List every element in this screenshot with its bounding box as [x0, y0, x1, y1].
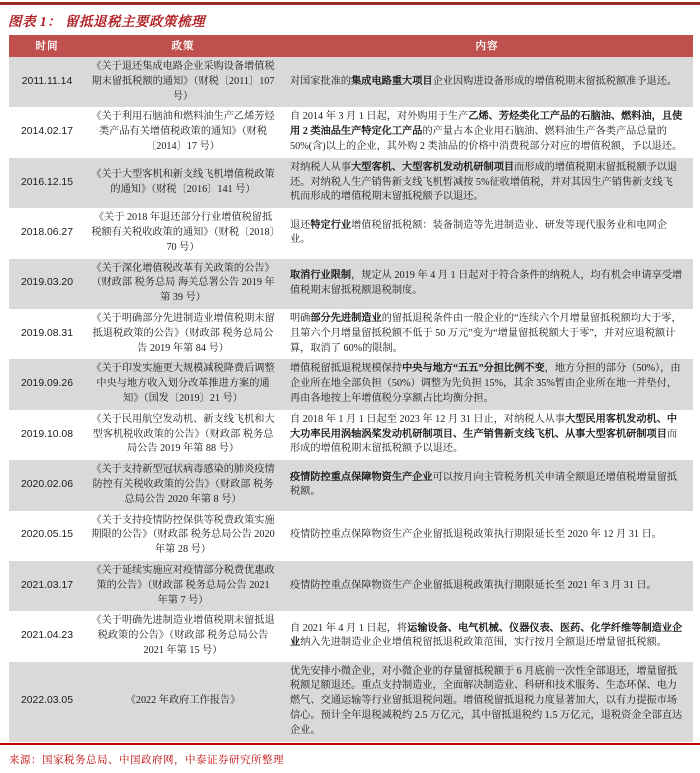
table-row	[9, 158, 693, 208]
source-note: 来源：国家税务总局、中国政府网，中泰证券研究所整理	[9, 754, 284, 766]
policy-title: 《关于支持新型冠状病毒感染的肺炎疫情防控有关税收政策的公告》（财政部 税务总局公告 2020 年第 8 号）	[91, 464, 275, 505]
policy-title: 《关于退还集成电路企业采购设备增值税期末留抵税额的通知》（财税〔2011〕107 号）	[91, 61, 275, 102]
content-text: 增值税留抵税额：装备制造等先进制造业、研发等现代服务业和电网企业。	[290, 219, 667, 246]
table-row	[9, 460, 693, 510]
content-text: 疫情防控重点保障物资生产企业留抵退税政策执行期限延长至 2021 年 3 月 31 日。	[290, 579, 657, 591]
content-text: 自 2021 年 4 月 1 日起，将	[290, 622, 408, 634]
policy-date: 2019.09.26	[20, 378, 73, 390]
policy-date: 2020.05.15	[20, 529, 73, 541]
content-emphasis: 疫情防控重点保障物资生产企业	[290, 471, 433, 483]
content-text: 而形成的增值税期末留抵税额予以退还。	[290, 428, 678, 455]
content-text: 纳入先进制造业企业增值税留抵退税政策范围，实行按月全额退还增量留抵税额。	[300, 637, 667, 649]
policy-title: 《关于支持疫情防控保供等税费政策实施期限的公告》（财政部 税务总局公告 2020 年第 28 号）	[91, 514, 275, 556]
table-row	[9, 57, 693, 107]
table-row	[9, 410, 693, 460]
policy-date: 2022.03.05	[20, 695, 73, 707]
policy-date: 2019.10.08	[20, 428, 73, 440]
content-text: ，地方分担的部分（50%），由企业所在地全部负担（50%）调整为先负担 15%，其余 35%暂由企业所在地一并垫付，再由各地按上年增值税分享额占比均衡分担。	[290, 363, 681, 404]
policy-title: 《关于明确部分先进制造业增值税期末留抵退税政策的公告》（财政部 税务总局公告 2019 年第 84 号）	[91, 312, 275, 354]
content-text: 的产量占本企业用石脑油、燃料油生产各类产品总量的 50%(含)以上的企业，其外购 2 类油品的价格中消费税部分对应的增值税额，予以退还。	[290, 126, 683, 152]
report-figure-page	[0, 2, 700, 773]
table-row	[9, 259, 693, 309]
policy-content	[281, 208, 693, 258]
policy-title: 《关于印发实施更大规模减税降费后调整中央与地方收入划分改革推进方案的通知》（国发〔2019〕21 号）	[91, 363, 275, 404]
content-text: 而形成的增值税期末留抵税额予以退还。对纳税人生产销售新支线飞机暂减按 5%征收增值税，并对其因生产销售新支线飞机而形成的增值税期末留抵税额予以退还。	[290, 161, 678, 203]
figure-title: 图表 1： 留抵退税主要政策梳理	[8, 14, 205, 29]
content-emphasis: 运输设备、电气机械、仪器仪表、医药、化学纤维等制造业企业	[290, 622, 683, 649]
policy-title: 《关于 2018 年退还部分行业增值税留抵税额有关税收政策的通知》（财税〔2018〕70 号）	[91, 212, 275, 253]
content-text: 明确	[290, 312, 311, 324]
policy-date: 2020.02.06	[20, 478, 73, 490]
content-text: 对纳税人从事	[290, 161, 352, 173]
table-header-row	[9, 35, 693, 57]
content-text: 退还	[290, 219, 311, 231]
policy-date: 2021.04.23	[20, 630, 73, 642]
col-header-content: 内容	[281, 35, 693, 57]
table-row	[9, 107, 693, 157]
policy-title: 《关于民用航空发动机、新支线飞机和大型客机税收政策的公告》（财政部 税务总局公告 2019 年第 88 号）	[91, 413, 275, 455]
table-row	[9, 359, 693, 409]
policy-date: 2016.12.15	[20, 176, 73, 188]
policy-content	[281, 511, 693, 561]
policy-date: 2019.03.20	[20, 277, 73, 289]
content-text: 自 2018 年 1 月 1 日起至 2023 年 12 月 31 日止，对纳税人从事	[290, 413, 566, 425]
content-emphasis: 取消行业限制	[290, 269, 352, 281]
content-text: 优先安排小微企业，对小微企业的存量留抵税额于 6 月底前一次性全部退还，增量留抵税额足额退还。重点支持制造业，全面解决制造业、科研和技术服务、生态环保、电力燃气、交通运输等行业留抵退税问题。增值税留抵退税力度显著加大，以有力提振市场信心。预计全年退税减税约 2.5 万亿元，其中留抵退税约 1.5 万亿元，退税资金全部直达企业。	[290, 665, 683, 736]
policy-content	[281, 259, 693, 309]
table-row	[9, 208, 693, 258]
content-text: 自 2014 年 3 月 1 日起，对外购用于生产	[290, 111, 469, 123]
table-row	[9, 561, 693, 611]
content-text: 可以按月向主管税务机关申请全额退还增值税增量留抵税额。	[290, 471, 678, 498]
table-row	[9, 611, 693, 661]
policy-title: 《关于延续实施应对疫情部分税费优惠政策的公告》（财政部 税务总局公告 2021 年第 7 号）	[91, 564, 275, 606]
policy-content	[281, 561, 693, 611]
col-header-time: 时间	[9, 35, 85, 57]
policy-content	[281, 359, 693, 409]
policy-date: 2018.06.27	[20, 226, 73, 238]
policy-table	[9, 35, 693, 742]
policy-date: 2014.02.17	[20, 126, 73, 138]
content-emphasis: 集成电路重大项目	[351, 75, 433, 87]
content-text: 疫情防控重点保障物资生产企业留抵退税政策执行期限延长至 2020 年 12 月 31 日。	[290, 529, 662, 541]
content-text: 的留抵退税条件由一般企业的“连续六个月增量留抵税额均大于零，且第六个月增量留抵税额不低于 50 万元”变为“增量留抵税额大于零”，并对应退税额计算，取消了 60%的限制。	[290, 312, 682, 354]
policy-date: 2011.11.14	[21, 75, 73, 87]
policy-content	[281, 662, 693, 742]
content-emphasis: 乙烯、芳烃类化工产品的石脑油、燃料油，且使用 2 类油品生产特定化工产品	[290, 111, 683, 138]
content-text: 对国家批准的	[290, 75, 352, 87]
policy-date: 2021.03.17	[20, 579, 73, 591]
policy-content	[281, 611, 693, 661]
policy-content	[281, 460, 693, 510]
policy-date: 2019.08.31	[20, 327, 73, 339]
table-row	[9, 309, 693, 359]
content-text: ，规定从 2019 年 4 月 1 日起对于符合条件的纳税人，均有机会申请享受增值税期末留抵税额退税制度。	[290, 269, 683, 296]
content-text: 增值税留抵退税规模保持	[290, 363, 403, 375]
content-text: 企业因购进设备形成的增值税期末留抵税额准予退还。	[432, 75, 678, 87]
table-row	[9, 662, 693, 742]
policy-title: 《2022 年政府工作报告》	[125, 695, 241, 707]
table-row	[9, 511, 693, 561]
content-emphasis: 中央与地方“五五”分担比例不变	[402, 363, 545, 375]
content-emphasis: 大型客机、大型客机发动机研制项目	[351, 161, 515, 173]
content-emphasis: 特定行业	[310, 219, 352, 231]
content-emphasis: 部分先进制造业	[310, 312, 382, 324]
policy-title: 《关于明确先进制造业增值税期末留抵退税政策的公告》（财政部 税务总局公告 2021 年第 15 号）	[91, 615, 275, 656]
col-header-policy: 政策	[85, 35, 281, 57]
policy-content	[281, 107, 693, 157]
policy-content	[281, 410, 693, 460]
policy-title: 《关于利用石脑油和燃料油生产乙烯芳烃类产品有关增值税政策的通知》（财税〔2014〕17 号）	[91, 111, 275, 152]
policy-title: 《关于大型客机和新支线飞机增值税政策的通知》（财税〔2016〕141 号）	[91, 169, 275, 195]
content-emphasis: 大型民用客机发动机、中大功率民用涡轴涡桨发动机研制项目、生产销售新支线飞机、从事大型客机研制项目	[290, 413, 678, 440]
policy-content	[281, 158, 693, 208]
policy-content	[281, 309, 693, 359]
policy-title: 《关于深化增值税改革有关政策的公告》（财政部 税务总局 海关总署公告 2019 年第 39 号）	[91, 262, 275, 304]
policy-content	[281, 57, 693, 107]
